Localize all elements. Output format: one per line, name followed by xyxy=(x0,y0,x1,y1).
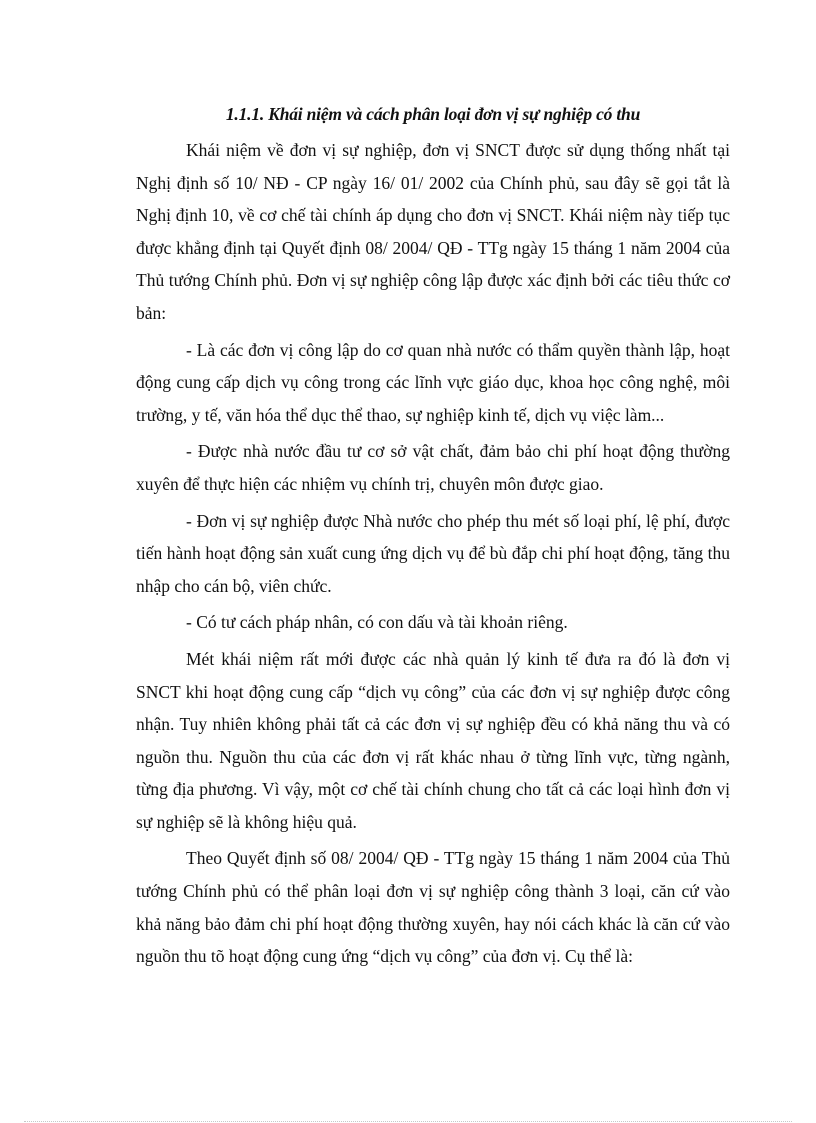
paragraph-criterion-1: - Là các đơn vị công lập do cơ quan nhà nước có thẩm quyền thành lập, hoạt động cung cấp dịch vụ công trong các lĩnh vực giáo dục, khoa học công nghệ, môi trường, y tế, văn hóa thể dục thể thao, sự nghiệp kinh tế, dịch vụ việc làm... xyxy=(136,339,730,425)
paragraph-classification: Theo Quyết định số 08/ 2004/ QĐ - TTg ngày 15 tháng 1 năm 2004 của Thủ tướng Chính phủ có thể phân loại đơn vị sự nghiệp công thành 3 loại, căn cứ vào khả năng bảo đảm chi phí hoạt động thường xuyên, hay nói cách khác là căn cứ vào nguồn thu tõ hoạt động cung ứng “dịch vụ công” của đơn vị. Cụ thể là: xyxy=(136,848,730,967)
document-page xyxy=(136,98,730,977)
section-heading: 1.1.1. Khái niệm và cách phân loại đơn vị sự nghiệp có thu xyxy=(225,104,641,124)
page-bottom-divider xyxy=(24,1121,792,1122)
paragraph-new-concept: Mét khái niệm rất mới được các nhà quản lý kinh tế đưa ra đó là đơn vị SNCT khi hoạt động cung cấp “dịch vụ công” của các đơn vị sự nghiệp được công nhận. Tuy nhiên không phải tất cả các đơn vị sự nghiệp đều có khả năng thu và có nguồn thu. Nguồn thu của các đơn vị rất khác nhau ở từng lĩnh vực, từng ngành, từng địa phương. Vì vậy, một cơ chế tài chính chung cho tất cả các loại hình đơn vị sự nghiệp sẽ là không hiệu quả. xyxy=(136,648,730,832)
paragraph-criterion-4: - Có tư cách pháp nhân, có con dấu và tài khoản riêng. xyxy=(186,612,568,633)
paragraph-criterion-3: - Đơn vị sự nghiệp được Nhà nước cho phép thu mét số loại phí, lệ phí, được tiến hành hoạt động sản xuất cung ứng dịch vụ để bù đắp chi phí hoạt động, tăng thu nhập cho cán bộ, viên chức. xyxy=(136,510,730,596)
paragraph-criterion-2: - Được nhà nước đầu tư cơ sở vật chất, đảm bảo chi phí hoạt động thường xuyên để thực hiện các nhiệm vụ chính trị, chuyên môn được giao. xyxy=(136,441,730,494)
paragraph-concept: Khái niệm về đơn vị sự nghiệp, đơn vị SNCT được sử dụng thống nhất tại Nghị định số 10/ NĐ - CP ngày 16/ 01/ 2002 của Chính phủ, sau đây sẽ gọi tắt là Nghị định 10, về cơ chế tài chính áp dụng cho đơn vị SNCT. Khái niệm này tiếp tục được khẳng định tại Quyết định 08/ 2004/ QĐ - TTg ngày 15 tháng 1 năm 2004 của Thủ tướng Chính phủ. Đơn vị sự nghiệp công lập được xác định bởi các tiêu thức cơ bản: xyxy=(136,140,730,323)
